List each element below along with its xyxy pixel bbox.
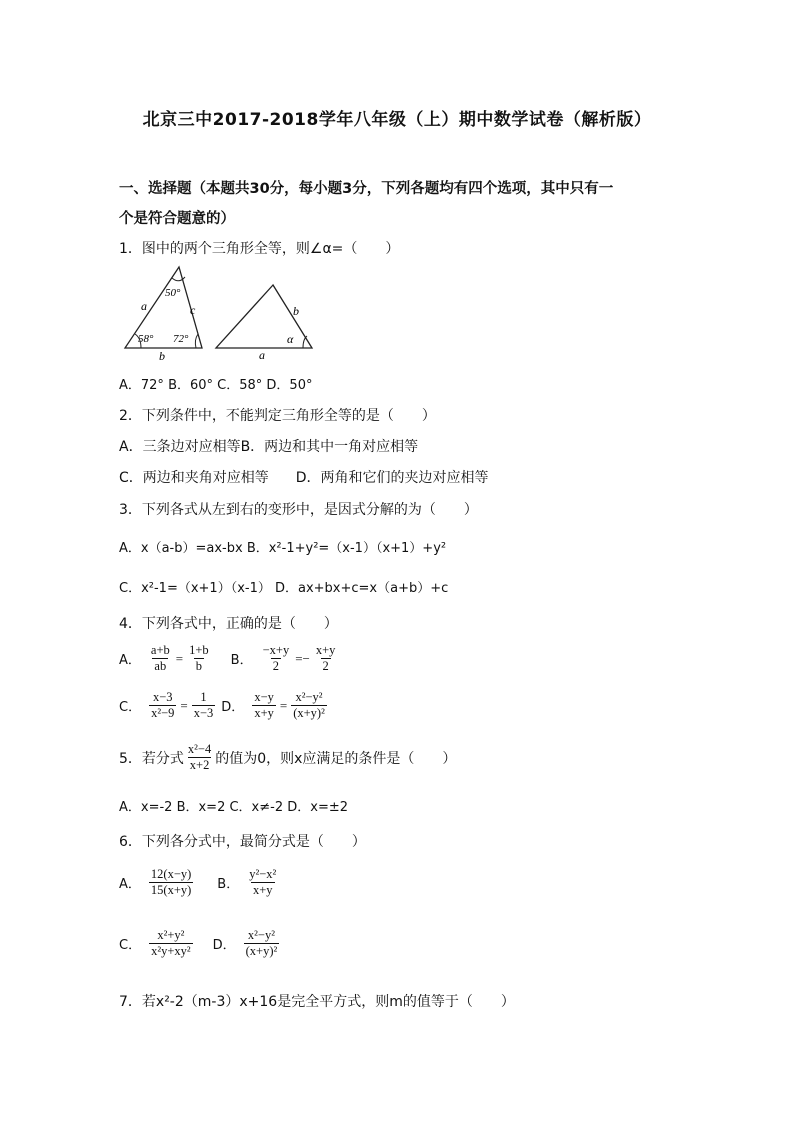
q5-pre: 5．若分式 — [119, 750, 184, 767]
question-4-row-cd — [119, 690, 329, 721]
question-1-figure — [119, 262, 319, 364]
t2-bottom-side: a — [259, 348, 265, 362]
q4-b-n1: −x+y — [262, 643, 290, 657]
q4-d-label: D． — [221, 700, 245, 715]
q4-c-d2: x−3 — [193, 706, 214, 720]
q6-d-den: (x+y)² — [245, 944, 278, 958]
q4-b-d2: 2 — [322, 659, 329, 673]
q4-a-eq: = — [175, 650, 184, 666]
q6-b-frac — [247, 867, 278, 898]
question-5-stem — [119, 742, 456, 773]
question-2-option-a: A．三条边对应相等 — [119, 439, 241, 455]
q4-d-frac-right — [291, 690, 327, 721]
question-2-option-d: D．两角和它们的夹边对应相等 — [295, 470, 489, 486]
q4-a-n1: a+b — [150, 643, 170, 657]
q6-b-den: x+y — [252, 883, 273, 897]
question-1-stem: 1．图中的两个三角形全等，则∠α=（ ） — [119, 241, 400, 257]
q4-d-n2: x²−y² — [295, 690, 323, 704]
question-2-option-b: B．两边和其中一角对应相等 — [240, 439, 419, 455]
question-6-row-ab — [119, 867, 280, 898]
t1-top-angle: 50° — [165, 287, 181, 299]
question-2-option-c: C．两边和夹角对应相等 — [119, 470, 269, 486]
q6-a-frac — [149, 867, 193, 898]
t1-right-angle: 72° — [173, 333, 189, 345]
question-3-options-ab: A．x（a-b）=ax-bx B．x²-1+y²=（x-1）（x+1）+y² — [119, 541, 447, 556]
q4-b-label: B． — [230, 653, 253, 668]
q4-c-frac-right — [192, 690, 216, 721]
q4-c-label: C． — [119, 700, 142, 715]
q6-c-frac — [149, 928, 193, 959]
q5-num: x²−4 — [187, 742, 212, 756]
t2-right-side: b — [293, 304, 299, 318]
question-1-options: A．72° B．60° C．58° D．50° — [119, 378, 313, 393]
q6-a-num: 12(x−y) — [150, 867, 192, 881]
q5-frac — [186, 742, 213, 773]
question-4-stem: 4．下列各式中，正确的是（ ） — [119, 616, 338, 632]
q4-d-d2: (x+y)² — [293, 706, 325, 720]
q4-a-label: A． — [119, 653, 141, 668]
q4-b-n2: x+y — [315, 643, 336, 657]
triangle-2 — [216, 285, 312, 362]
question-2-options-ab — [119, 436, 418, 456]
question-2-stem: 2．下列条件中，不能判定三角形全等的是（ ） — [119, 408, 436, 424]
question-6-row-cd — [119, 928, 281, 959]
q4-b-frac-left — [261, 643, 292, 674]
q4-b-eq: =− — [295, 650, 310, 666]
q6-d-frac — [244, 928, 280, 959]
q4-c-eq: = — [180, 697, 188, 713]
q4-b-frac-right — [314, 643, 338, 674]
q6-d-label: D． — [212, 938, 236, 953]
q4-b-d1: 2 — [272, 659, 280, 673]
q6-c-num: x²+y² — [157, 928, 185, 942]
q6-c-den: x²y+xy² — [151, 944, 191, 958]
q4-d-eq: = — [279, 697, 288, 713]
q4-a-d2: b — [195, 659, 203, 673]
triangle-1 — [125, 267, 202, 363]
question-2-options-cd — [119, 467, 489, 487]
q4-a-frac-left — [149, 643, 172, 674]
q5-den: x+2 — [189, 758, 210, 772]
t1-left-side: a — [141, 299, 147, 313]
question-6-stem: 6．下列各分式中，最简分式是（ ） — [119, 834, 366, 850]
t2-angle: α — [287, 332, 294, 346]
q4-c-n2: 1 — [200, 690, 207, 704]
q4-c-d1: x²−9 — [151, 706, 175, 720]
question-5-options: A．x=-2 B．x=2 C．x≠-2 D．x=±2 — [119, 800, 348, 815]
q4-a-n2: 1+b — [189, 643, 209, 657]
t1-right-side: c — [190, 303, 196, 317]
section-heading-line1: 一、选择题（本题共30分，每小题3分，下列各题均有四个选项，其中只有一 — [119, 181, 614, 197]
question-4-row-ab — [119, 643, 339, 674]
question-3-stem: 3．下列各式从左到右的变形中，是因式分解的为（ ） — [119, 502, 478, 518]
q4-c-frac-left — [149, 690, 176, 721]
q6-b-num: y²−x² — [249, 867, 277, 881]
q4-a-d1: ab — [154, 659, 167, 673]
q6-d-num: x²−y² — [247, 928, 275, 942]
question-7-stem: 7．若x²-2（m-3）x+16是完全平方式，则m的值等于（ ） — [119, 994, 515, 1010]
question-3-options-cd: C．x²-1=（x+1）（x-1） D．ax+bx+c=x（a+b）+c — [119, 581, 449, 596]
page-title: 北京三中2017-2018学年八年级（上）期中数学试卷（解析版） — [142, 110, 652, 130]
q6-a-label: A． — [119, 877, 141, 892]
q6-b-label: B． — [217, 877, 240, 892]
t1-bottom-side: b — [159, 349, 165, 363]
q6-c-label: C． — [119, 938, 142, 953]
q4-d-frac-left — [252, 690, 276, 721]
section-heading-line2: 个是符合题意的） — [119, 211, 235, 227]
q6-a-den: 15(x+y) — [150, 883, 192, 897]
q5-post: 的值为0，则x应满足的条件是（ ） — [215, 750, 457, 767]
q4-c-n1: x−3 — [152, 690, 173, 704]
t1-left-angle: 58° — [138, 333, 154, 345]
q4-a-frac-right — [187, 643, 211, 674]
q4-d-n1: x−y — [254, 690, 274, 704]
q4-d-d1: x+y — [254, 706, 274, 720]
